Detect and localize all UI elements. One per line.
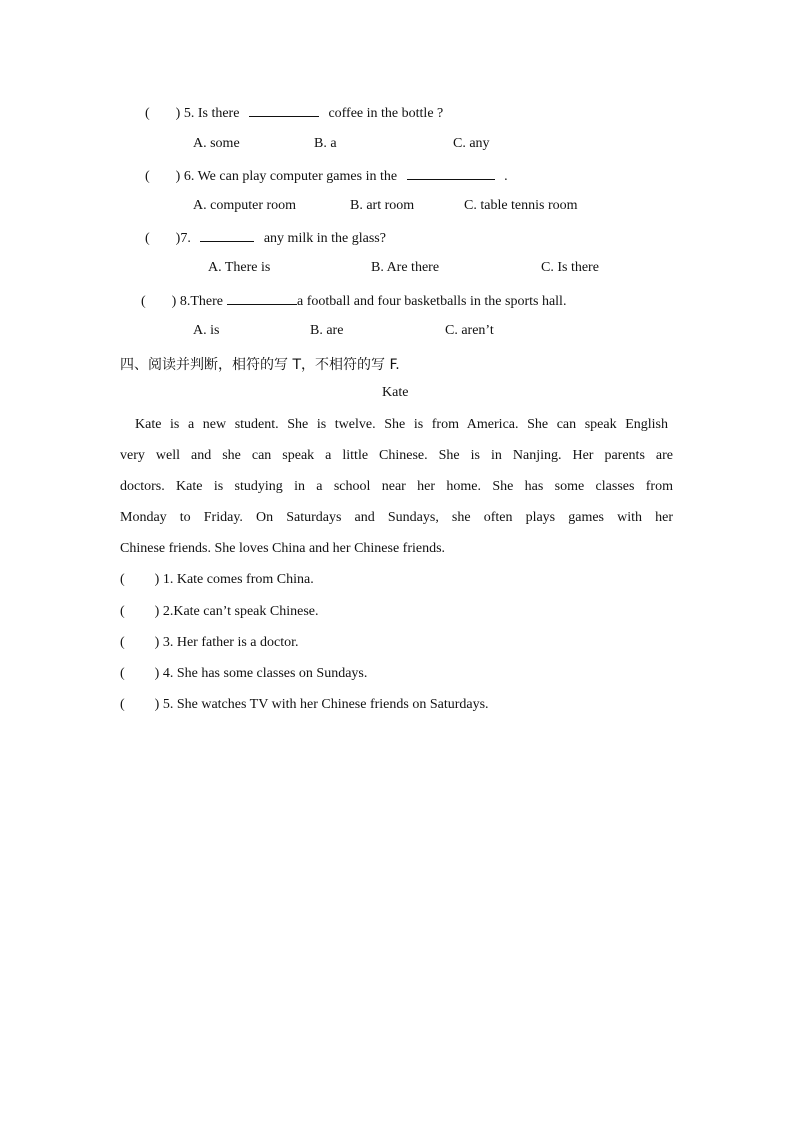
answer-paren-close: ) bbox=[154, 604, 160, 619]
option-c: C. any bbox=[453, 136, 490, 151]
answer-paren-open: ( bbox=[120, 604, 125, 619]
answer-paren-open: ( bbox=[145, 231, 150, 246]
question-text: . bbox=[504, 169, 508, 184]
fill-blank[interactable] bbox=[227, 292, 297, 305]
answer-paren-open: ( bbox=[120, 635, 125, 650]
question-text: 6. We can play computer games in the bbox=[183, 169, 398, 184]
judgement-text: 2.Kate can’t speak Chinese. bbox=[162, 604, 319, 619]
answer-paren-close: ) bbox=[154, 635, 160, 650]
fill-blank[interactable] bbox=[407, 167, 495, 180]
question-text: any milk in the glass? bbox=[263, 231, 386, 246]
judgement-1 bbox=[120, 572, 314, 588]
judgement-2 bbox=[120, 604, 318, 620]
answer-paren-open: ( bbox=[145, 106, 150, 121]
answer-paren-close: ) bbox=[175, 106, 181, 121]
answer-paren-open: ( bbox=[120, 697, 125, 712]
judgement-3 bbox=[120, 635, 299, 651]
question-8 bbox=[141, 292, 566, 310]
judgement-text: 1. Kate comes from China. bbox=[162, 572, 314, 587]
passage-line: Chinese friends. She loves China and her Chinese friends. bbox=[120, 541, 446, 556]
judgement-text: 5. She watches TV with her Chinese friends on Saturdays. bbox=[162, 697, 489, 712]
option-a: A. There is bbox=[208, 260, 271, 275]
question-text: a football and four basketballs in the sports hall. bbox=[297, 294, 567, 309]
judgement-5 bbox=[120, 697, 489, 713]
option-c: C. table tennis room bbox=[464, 198, 578, 213]
judgement-text: 4. She has some classes on Sundays. bbox=[162, 666, 368, 681]
question-text: coffee in the bottle ? bbox=[328, 106, 444, 121]
section-heading: 四、阅读并判断，相符的写 T，不相符的写 F. bbox=[120, 357, 400, 373]
fill-blank[interactable] bbox=[249, 104, 319, 117]
question-5 bbox=[145, 104, 443, 122]
question-text: 7. bbox=[180, 231, 191, 246]
option-a: A. computer room bbox=[193, 198, 297, 213]
question-7 bbox=[145, 229, 386, 247]
answer-paren-close: ) bbox=[175, 231, 181, 246]
question-text: 8.There bbox=[179, 294, 223, 309]
answer-paren-open: ( bbox=[145, 169, 150, 184]
question-6 bbox=[145, 167, 508, 185]
passage-line: doctors. Kate is studying in a school near her home. She has some classes from bbox=[120, 479, 673, 494]
option-b: B. are bbox=[310, 323, 344, 338]
answer-paren-open: ( bbox=[141, 294, 146, 309]
answer-paren-open: ( bbox=[120, 572, 125, 587]
answer-paren-close: ) bbox=[154, 666, 160, 681]
fill-blank[interactable] bbox=[200, 229, 254, 242]
answer-paren-open: ( bbox=[120, 666, 125, 681]
option-b: B. art room bbox=[350, 198, 415, 213]
passage-line: Kate is a new student. She is twelve. She is from America. She can speak English bbox=[135, 417, 668, 432]
option-c: C. Is there bbox=[541, 260, 599, 275]
option-a: A. some bbox=[193, 136, 240, 151]
option-b: B. Are there bbox=[371, 260, 440, 275]
question-text: 5. Is there bbox=[183, 106, 240, 121]
answer-paren-close: ) bbox=[175, 169, 181, 184]
passage-title: Kate bbox=[382, 385, 409, 400]
option-a: A. is bbox=[193, 323, 220, 338]
answer-paren-close: ) bbox=[154, 697, 160, 712]
option-b: B. a bbox=[314, 136, 337, 151]
judgement-4 bbox=[120, 666, 367, 682]
answer-paren-close: ) bbox=[154, 572, 160, 587]
judgement-text: 3. Her father is a doctor. bbox=[162, 635, 299, 650]
passage-line: very well and she can speak a little Chinese. She is in Nanjing. Her parents are bbox=[120, 448, 673, 463]
option-c: C. aren’t bbox=[445, 323, 494, 338]
answer-paren-close: ) bbox=[171, 294, 177, 309]
passage-line: Monday to Friday. On Saturdays and Sundays, she often plays games with her bbox=[120, 510, 673, 525]
